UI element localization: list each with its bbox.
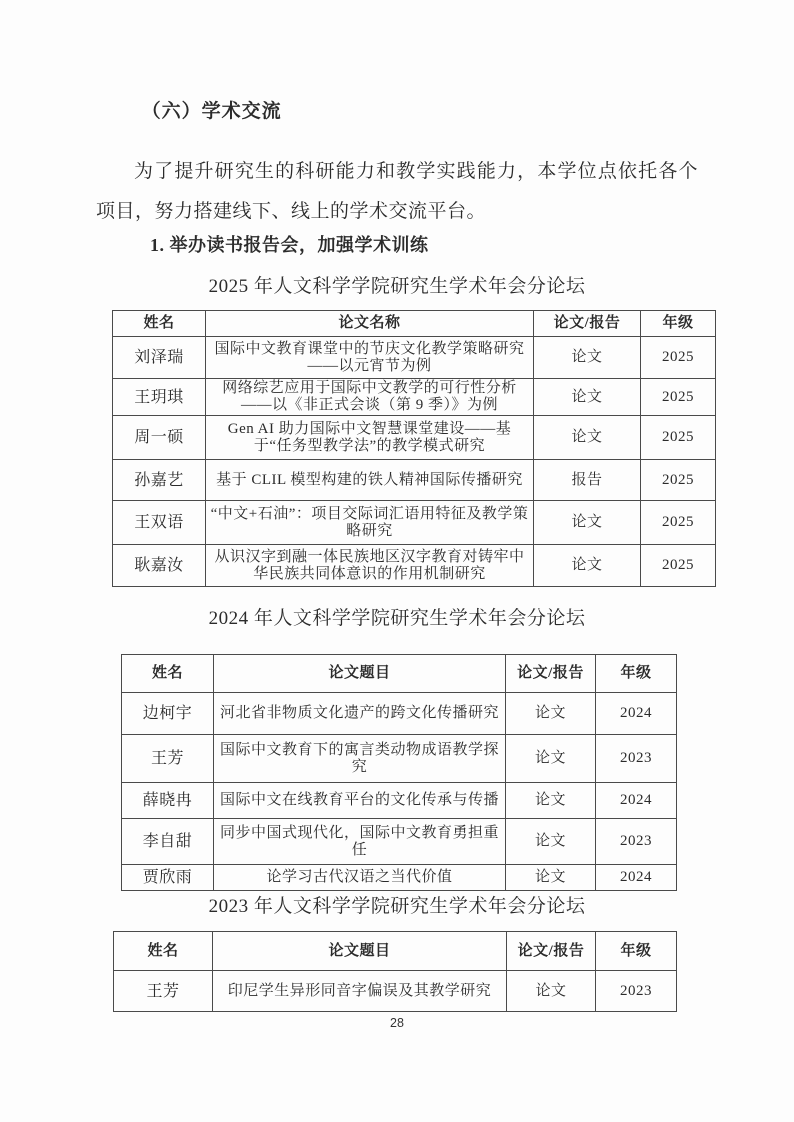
- grade-cell: 2025: [641, 416, 716, 460]
- paper-title-cell: 河北省非物质文化遗产的跨文化传播研究: [214, 693, 506, 735]
- grade-cell: 2023: [596, 971, 677, 1012]
- header-cell: 姓名: [113, 311, 206, 337]
- page-number: 28: [390, 1016, 404, 1030]
- name-cell: 孙嘉艺: [113, 460, 206, 501]
- type-cell: 论文: [507, 971, 596, 1012]
- name-cell: 王双语: [113, 501, 206, 545]
- grade-cell: 2025: [641, 337, 716, 379]
- paper-title-cell: 国际中文教育课堂中的节庆文化教学策略研究——以元宵节为例: [206, 337, 534, 379]
- header-cell: 姓名: [114, 932, 213, 971]
- header-cell: 姓名: [122, 655, 214, 693]
- paper-title-cell: 网络综艺应用于国际中文教学的可行性分析——以《非正式会谈（第 9 季）》为例: [206, 379, 534, 416]
- name-cell: 王玥琪: [113, 379, 206, 416]
- grade-cell: 2023: [596, 735, 677, 783]
- paper-title-cell: 国际中文教育下的寓言类动物成语教学探究: [214, 735, 506, 783]
- table-row: [113, 460, 716, 501]
- table-row: [113, 501, 716, 545]
- header-cell: 论文名称: [206, 311, 534, 337]
- table-title: 2025 年人文科学学院研究生学术年会分论坛: [208, 276, 586, 297]
- type-cell: 论文: [506, 865, 596, 891]
- table-row: [113, 379, 716, 416]
- type-cell: 论文: [506, 783, 596, 819]
- table-row: [122, 783, 677, 819]
- grade-cell: 2025: [641, 460, 716, 501]
- grade-cell: 2025: [641, 545, 716, 587]
- subforum-table: [113, 931, 677, 1012]
- tables-container: [0, 273, 794, 1012]
- header-cell: 论文题目: [214, 655, 506, 693]
- section-heading: （六）学术交流: [141, 101, 282, 122]
- table-header-row: [114, 932, 677, 971]
- grade-cell: 2023: [596, 819, 677, 865]
- name-cell: 李自甜: [122, 819, 214, 865]
- header-cell: 论文/报告: [507, 932, 596, 971]
- table-row: [113, 416, 716, 460]
- name-cell: 耿嘉汝: [113, 545, 206, 587]
- grade-cell: 2025: [641, 379, 716, 416]
- type-cell: 论文: [506, 819, 596, 865]
- intro-paragraph: 为了提升研究生的科研能力和教学实践能力，本学位点依托各个项目，努力搭建线下、线上的学术交流平台。: [96, 161, 698, 222]
- header-cell: 论文/报告: [534, 311, 641, 337]
- name-cell: 王芳: [114, 971, 213, 1012]
- table-title: 2024 年人文科学学院研究生学术年会分论坛: [208, 608, 586, 629]
- table-row: [113, 337, 716, 379]
- type-cell: 论文: [534, 337, 641, 379]
- type-cell: 论文: [534, 379, 641, 416]
- paper-title-cell: 印尼学生异形同音字偏误及其教学研究: [213, 971, 507, 1012]
- table-row: [122, 693, 677, 735]
- paper-title-cell: 从识汉字到融一体民族地区汉字教育对铸牢中华民族共同体意识的作用机制研究: [206, 545, 534, 587]
- paper-title-cell: “中文+石油”：项目交际词汇语用特征及教学策略研究: [206, 501, 534, 545]
- table-row: [122, 865, 677, 891]
- grade-cell: 2024: [596, 865, 677, 891]
- paper-title-cell: 基于 CLIL 模型构建的铁人精神国际传播研究: [206, 460, 534, 501]
- paper-title-cell: 国际中文在线教育平台的文化传承与传播: [214, 783, 506, 819]
- header-cell: 年级: [641, 311, 716, 337]
- grade-cell: 2024: [596, 693, 677, 735]
- table-title: 2023 年人文科学学院研究生学术年会分论坛: [208, 896, 586, 917]
- header-cell: 论文/报告: [506, 655, 596, 693]
- table-header-row: [113, 311, 716, 337]
- header-cell: 年级: [596, 932, 677, 971]
- grade-cell: 2024: [596, 783, 677, 819]
- name-cell: 王芳: [122, 735, 214, 783]
- type-cell: 论文: [534, 545, 641, 587]
- header-cell: 论文题目: [213, 932, 507, 971]
- grade-cell: 2025: [641, 501, 716, 545]
- subforum-table: [121, 654, 677, 891]
- name-cell: 边柯宇: [122, 693, 214, 735]
- name-cell: 薛晓冉: [122, 783, 214, 819]
- type-cell: 报告: [534, 460, 641, 501]
- table-row: [113, 545, 716, 587]
- type-cell: 论文: [534, 416, 641, 460]
- type-cell: 论文: [506, 693, 596, 735]
- name-cell: 贾欣雨: [122, 865, 214, 891]
- table-header-row: [122, 655, 677, 693]
- name-cell: 周一硕: [113, 416, 206, 460]
- table-row: [122, 735, 677, 783]
- paper-title-cell: Gen AI 助力国际中文智慧课堂建设——基于“任务型教学法”的教学模式研究: [206, 416, 534, 460]
- subforum-table: [112, 310, 716, 587]
- type-cell: 论文: [534, 501, 641, 545]
- table-row: [114, 971, 677, 1012]
- subsection-heading: 1. 举办读书报告会，加强学术训练: [150, 235, 429, 255]
- paper-title-cell: 论学习古代汉语之当代价值: [214, 865, 506, 891]
- header-cell: 年级: [596, 655, 677, 693]
- name-cell: 刘泽瑞: [113, 337, 206, 379]
- paper-title-cell: 同步中国式现代化，国际中文教育勇担重任: [214, 819, 506, 865]
- type-cell: 论文: [506, 735, 596, 783]
- table-row: [122, 819, 677, 865]
